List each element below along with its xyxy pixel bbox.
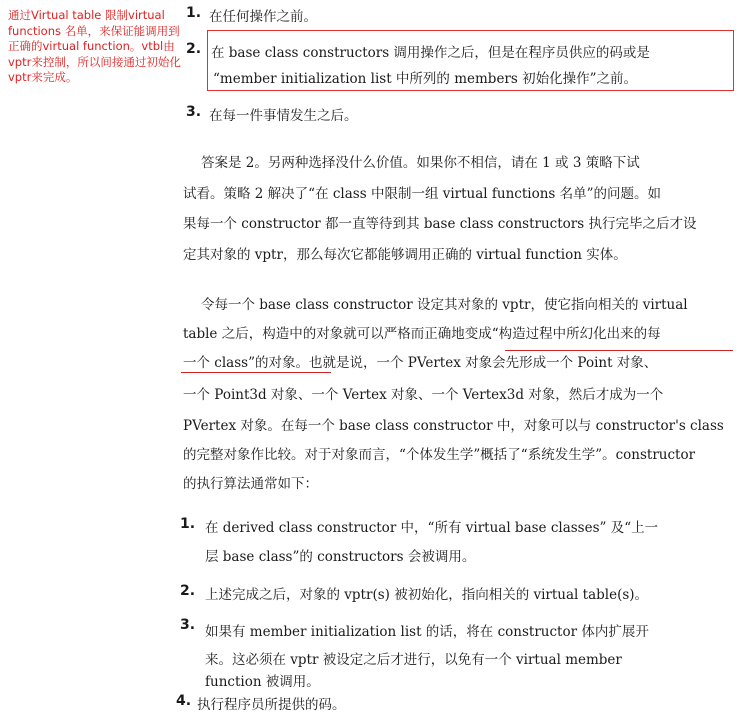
paragraph-1-line: 定其对象的 vptr，那么每次它都能够调用正确的 virtual function 实体。 (183, 247, 627, 263)
paragraph-1-line: 果每一个 constructor 都一直等待到其 base class constructors 执行完毕之后才设 (183, 216, 697, 232)
paragraph-2-line: 一个 class”的对象。也就是说，一个 PVertex 对象会先形成一个 Point 对象、 (183, 355, 658, 371)
step-number: 2. (180, 583, 196, 599)
option-number: 2. (186, 41, 202, 57)
option-text: 在每一件事情发生之后。 (209, 108, 358, 124)
paragraph-2-line: 的执行算法通常如下： (183, 476, 318, 492)
step-text: 层 base class”的 constructors 会被调用。 (205, 549, 476, 565)
step-text: 如果有 member initialization list 的话，将在 constructor 体内扩展开 (205, 624, 649, 640)
red-underline (181, 372, 331, 373)
step-text: 在 derived class constructor 中，“所有 virtual base classes” 及“上一 (205, 520, 659, 536)
step-text: function 被调用。 (205, 674, 320, 690)
option-number: 1. (186, 5, 202, 21)
paragraph-1-line: 试看。策略 2 解决了“在 class 中限制一组 virtual functions 名单”的问题。如 (183, 186, 662, 202)
step-text: 上述完成之后，对象的 vptr(s) 被初始化，指向相关的 virtual table(s)。 (205, 587, 649, 603)
margin-note: 通过Virtual table 限制virtual functions 名单，来保证能调用到正确的virtual function。vtbl由vptr来控制，所以间接通过初始化vptr来完成。 (8, 8, 181, 84)
option-number: 3. (186, 104, 202, 120)
step-number: 3. (180, 617, 196, 633)
paragraph-2-line: table 之后，构造中的对象就可以严格而正确地变成“构造过程中所幻化出来的每 (183, 326, 661, 342)
paragraph-2-line: PVertex 对象。在每一个 base class constructor 中，对象可以与 constructor's class (183, 418, 724, 434)
paragraph-2-line: 令每一个 base class constructor 设定其对象的 vptr，使它指向相关的 virtual (201, 297, 688, 313)
option-text: “member initialization list 中所列的 members 初始化操作”之前。 (213, 71, 638, 87)
step-number: 4. (176, 693, 192, 709)
paragraph-2-line: 一个 Point3d 对象、一个 Vertex 对象、一个 Vertex3d 对象，然后才成为一个 (183, 387, 664, 403)
option-text: 在任何操作之前。 (209, 9, 317, 25)
paragraph-2-line: 的完整对象作比较。对于对象而言，“个体发生学”概括了“系统发生学”。constructor (183, 447, 696, 463)
step-text: 来。这必须在 vptr 被设定之后才进行，以免有一个 virtual member (205, 652, 622, 668)
red-underline (505, 350, 733, 351)
paragraph-1-line: 答案是 2。另两种选择没什么价值。如果你不相信，请在 1 或 3 策略下试 (201, 155, 640, 171)
option-text: 在 base class constructors 调用操作之后，但是在程序员供应的码或是 (211, 45, 650, 61)
step-text: 执行程序员所提供的码。 (197, 697, 346, 713)
step-number: 1. (180, 516, 196, 532)
